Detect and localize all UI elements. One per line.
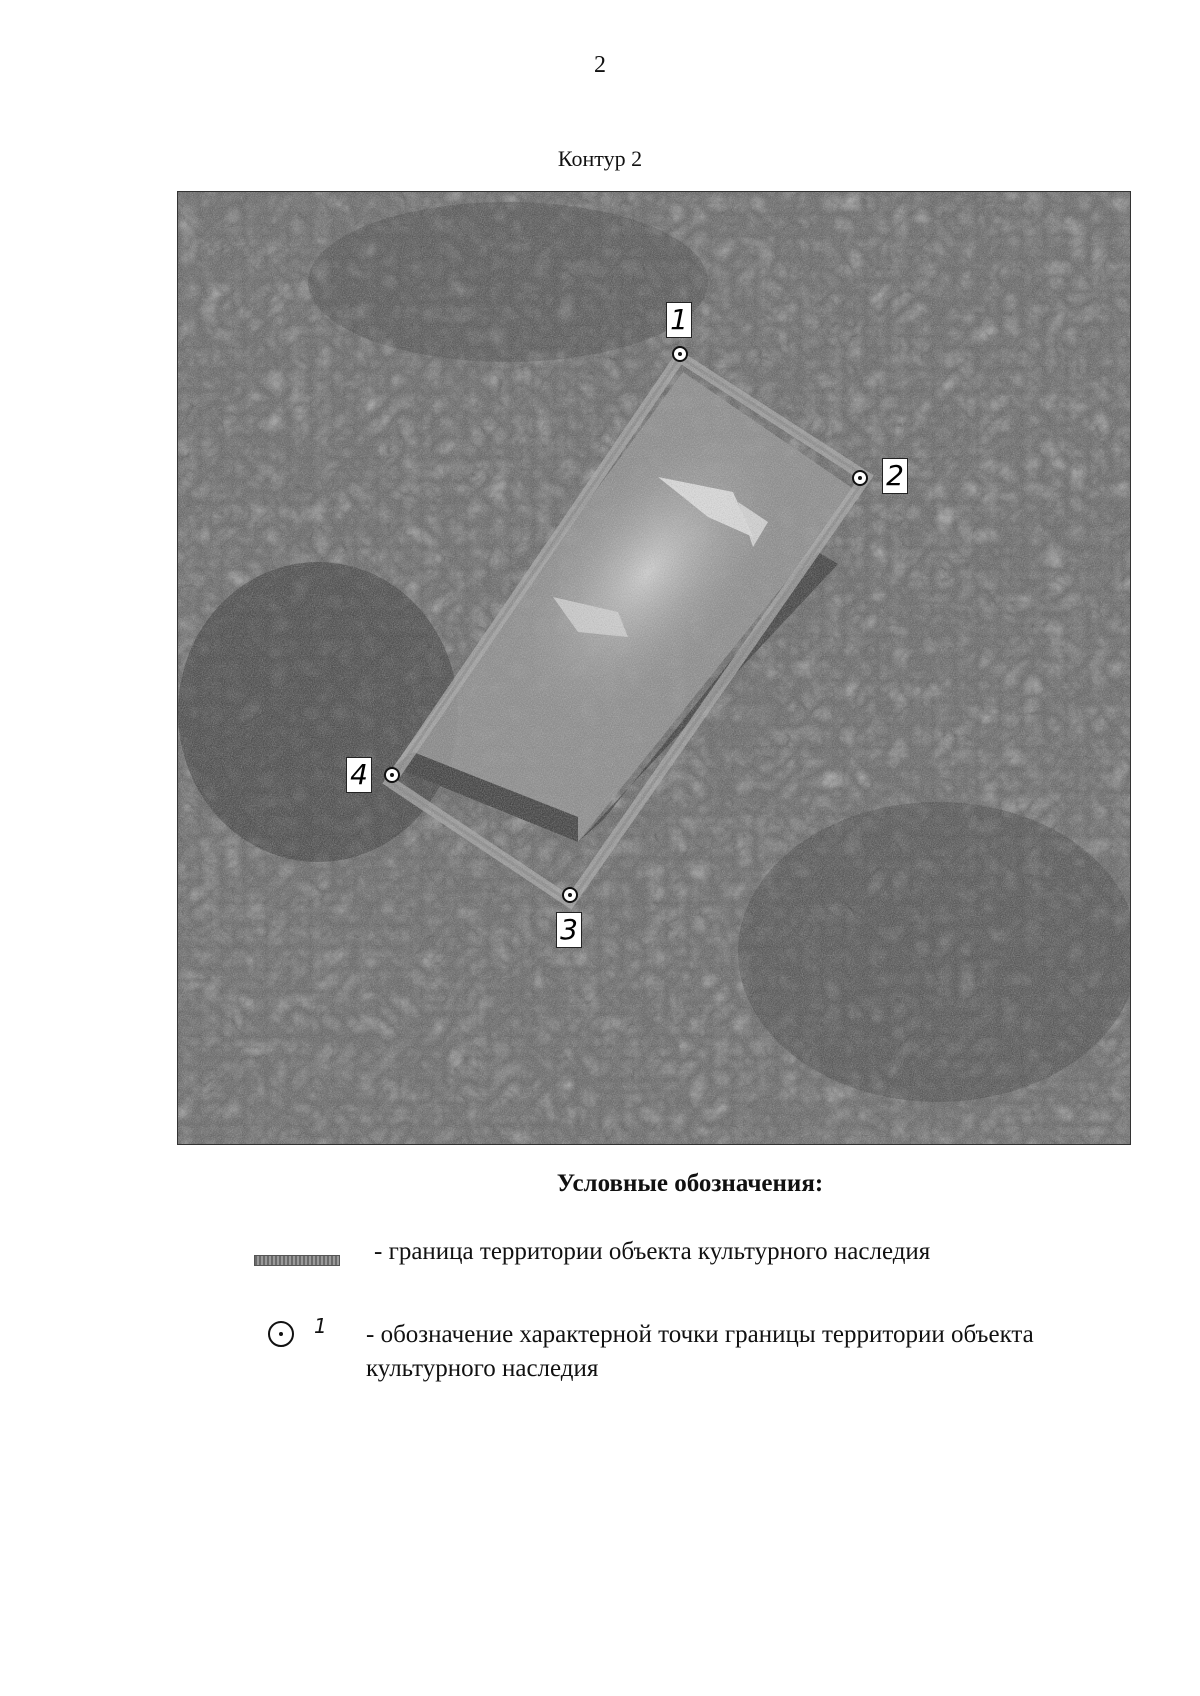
page-number: 2 [594, 52, 606, 78]
legend-point-number: 1 [314, 1314, 327, 1338]
point-symbol-icon [268, 1321, 294, 1347]
boundary-point-1-label: 1 [666, 302, 692, 338]
boundary-point-1-marker [672, 346, 688, 362]
legend-point-text: - обозначение характерной точки границы территории объекта культурного наследия [366, 1321, 1034, 1382]
boundary-point-3-marker [562, 887, 578, 903]
boundary-line-symbol [254, 1255, 340, 1266]
aerial-map [178, 192, 1130, 1144]
boundary-point-3-label: 3 [556, 912, 582, 948]
legend-boundary-text: - граница территории объекта культурного наследия [374, 1238, 931, 1265]
boundary-point-4-label: 4 [346, 757, 372, 793]
legend-title: Условные обозначения: [556, 1170, 824, 1197]
boundary-point-2-marker [852, 470, 868, 486]
contour-title: Контур 2 [557, 146, 643, 171]
boundary-point-4-marker [384, 767, 400, 783]
boundary-point-2-label: 2 [882, 458, 908, 494]
aerial-photo [178, 192, 1130, 1144]
